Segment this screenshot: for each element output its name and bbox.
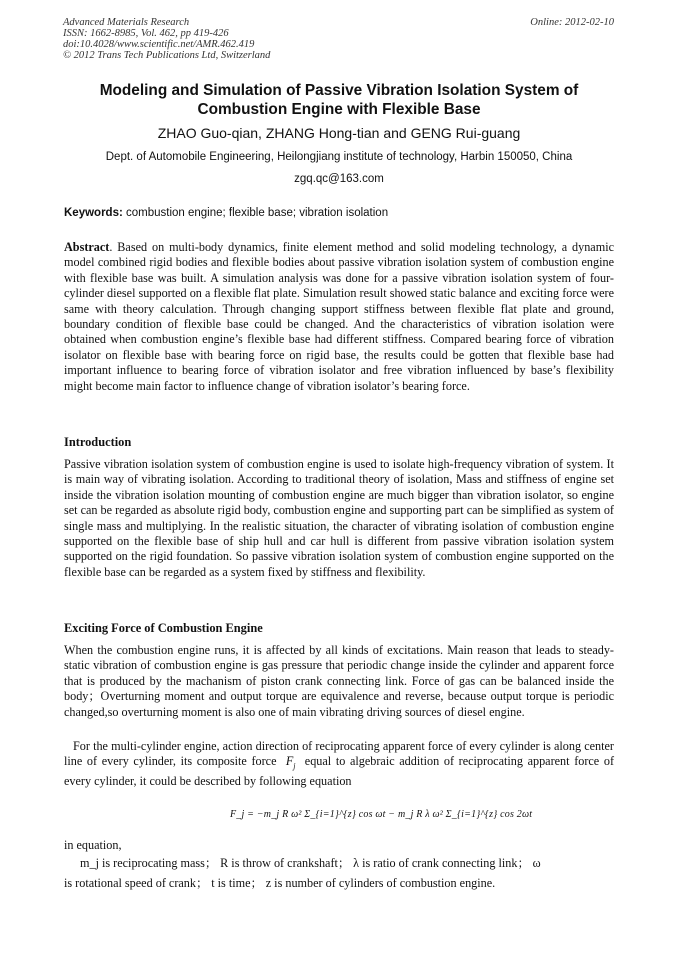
abstract-text: . Based on multi-body dynamics, finite element method and solid modeling technology, a dynamic model combined rigid bodies and flexible bodies about passive vibration isolation system of combustion engine with flexible base was built. A simulation analysis was done for a passive vibration isolation system of four-cylinder diesel supported on a flexible flat plate. Simulation result showed static balance and exciting force were same with theory calculation. Through changing support stiffness between flexible flat plate and ground, boundary condition of flexible base could be changed. And the characteristics of vibration isolation were obtained when combustion engine’s flexible base had different stiffness. Compared bearing force of vibration isolator on flexible base with bearing force on rigid base, the results could be gotten that flexible base had important influence to bearing force of vibration isolator and free vibration influenced by base’s flexibility might become main factor to influence change of vibration isolator’s bearing force. [64, 240, 614, 393]
abstract [64, 240, 614, 394]
keywords [64, 206, 614, 220]
variables-line-1: m_j is reciprocating mass； R is throw of crankshaft； λ is ratio of crank connecting link； ω [80, 856, 541, 870]
composite-force-subscript: j [293, 761, 296, 771]
composite-force-symbol: F [285, 754, 294, 769]
in-equation-label: in equation, [64, 838, 122, 852]
paper-title [70, 81, 608, 119]
introduction-heading: Introduction [64, 435, 132, 449]
exciting-force-paragraph-2 [64, 739, 614, 790]
keywords-label: Keywords: [64, 207, 123, 219]
issn-line: ISSN: 1662-8985, Vol. 462, pp 419-426 [63, 28, 229, 39]
variables-line-2: is rotational speed of crank； t is time； z is number of cylinders of combustion engine. [64, 876, 496, 890]
authors: ZHAO Guo-qian, ZHANG Hong-tian and GENG Rui-guang [157, 125, 521, 141]
exciting-force-heading: Exciting Force of Combustion Engine [64, 621, 263, 635]
keywords-text: combustion engine; flexible base; vibration isolation [122, 207, 389, 219]
paragraph-2-end: equal to algebraic addition of reciprocating apparent force of every cylinder, it could be described by following equation [64, 754, 615, 789]
author-email[interactable]: zgq.qc@163.com [294, 173, 384, 185]
copyright-line: © 2012 Trans Tech Publications Ltd, Switzerland [63, 50, 271, 61]
journal-header [63, 17, 270, 61]
title-line-1: Modeling and Simulation of Passive Vibration Isolation System of [99, 82, 579, 99]
paragraph-2-start: For the multi-cylinder engine, action direction of reciprocating apparent force of every cylinder is along center line of every cylinder, its composite force [64, 739, 614, 769]
abstract-label: Abstract [64, 240, 110, 254]
exciting-force-paragraph-1: When the combustion engine runs, it is affected by all kinds of excitations. Main reason that leads to steady-static vibration of combustion engine is gas pressure that periodic change inside the cylinder and apparent force that is produced by the machanism of piston crank connecting link. Force of gas can be balanced inside the body；Overturning moment and output torque are equivalence and reverse, because output torque is periodic changed,so overturning moment is also one of main vibrating driving sources of diesel engine. [64, 643, 614, 719]
online-date: Online: 2012-02-10 [530, 17, 614, 28]
force-equation [230, 799, 533, 833]
title-line-2: Combustion Engine with Flexible Base [197, 101, 481, 118]
introduction-text: Passive vibration isolation system of combustion engine is used to isolate high-frequency vibration of system. It is main way of vibrating isolation. According to traditional theory of isolation, Mass and stiffness of engine set inside the vibration isolation mounting of combustion engine are much bigger than vibration isolator, so engine set can be regarded as absolute rigid body, combustion engine and supporting part can be simplified as system of single mass and multiplying. In the realistic situation, the character of vibrating isolation of combustion engine supported on the flexible base of ship hull and car hull is different from passive vibration isolation system supported on the rigid foundation. So passive vibration isolation system of combustion engine supported on the flexible base can be regarded as a system fixed by stiffness and flexibility. [64, 457, 614, 579]
doi-line[interactable]: doi:10.4028/www.scientific.net/AMR.462.419 [63, 39, 255, 50]
affiliation: Dept. of Automobile Engineering, Heilongjiang institute of technology, Harbin 150050, China [105, 151, 573, 163]
journal-name: Advanced Materials Research [63, 17, 190, 28]
equation-text: F_j = −m_j R ω² Σ_{i=1}^{z} cos ωt − m_j R λ ω² Σ_{i=1}^{z} cos 2ωt [230, 809, 533, 820]
